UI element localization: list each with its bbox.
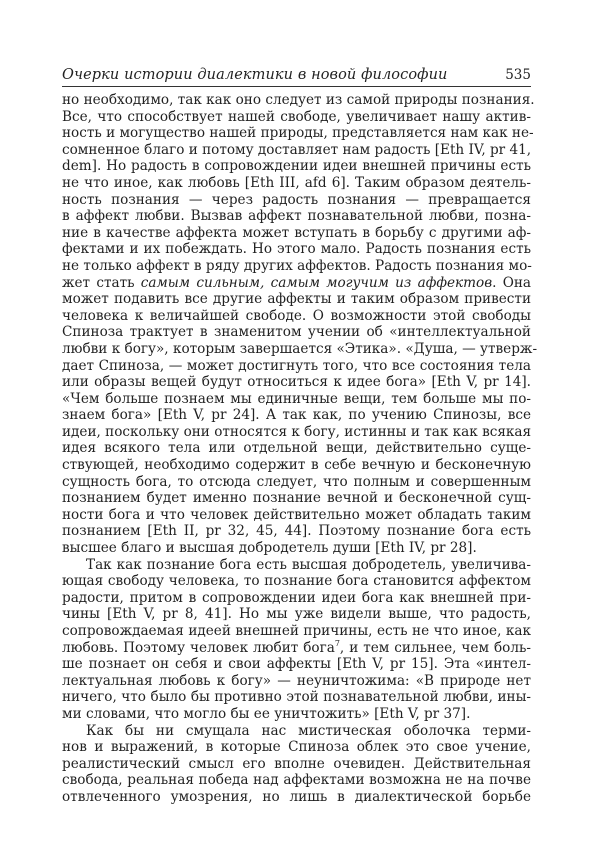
text-line: не что иное, как любовь [Eth III, afd 6]. Таким образом деятель- [62,174,531,191]
text-line: отвлеченного умозрения, но лишь в диалектической борьбе [62,788,531,805]
text-segment: любовь. Поэтому человек любит бога [62,639,335,656]
text-line: но необходимо, так как оно следует из самой природы познания. [62,92,535,108]
paragraph [62,723,531,806]
text-line: Как бы ни смущала нас мистическая оболочка терми- [86,722,531,739]
text-segment: , и тем сильнее, чем боль- [339,639,531,656]
text-line: сопровождаемая идеей внешней причины, есть не что иное, как [62,623,531,639]
text-line: сущность бога, то отсюда следует, что полным и совершенным [62,473,531,490]
text-line: познанием [Eth II, pr 32, 45, 44]. Поэтому познание бога есть [62,523,531,540]
text-line: реалистический смысл его вполне очевиден. Действительная [62,755,531,772]
text-line [62,275,531,292]
emphasis-text: самым сильным, самым могучим из аффектов [140,274,493,291]
text-line: ние в качестве аффекта может вступать в борьбу с другими аф- [62,224,531,241]
page-number: 535 [505,67,531,83]
text-line: дает Спиноза, — может достигнуть того, что все состояния тела [62,357,531,374]
text-line: Спиноза трактует в знаменитом учении об «интеллектуальной [62,324,531,341]
text-line: не только аффект в ряду других аффектов. Радость познания мо- [62,257,532,274]
text-line: ствующей, необходимо содержит в себе вечную и бесконечную [62,457,531,474]
footnote-marker: 7 [334,638,340,648]
text-line: человека к величайшей свободе. О возможности этой свободы [62,307,531,324]
page-body [62,92,538,806]
paragraph [62,92,538,557]
text-line: нов и выражений, в которые Спиноза облек это свое учение, [62,739,531,756]
text-line: познанием будет именно познание вечной и бесконечной сущ- [62,490,531,507]
running-title: Очерки истории диалектики в новой философии [62,67,448,83]
text-line [62,640,531,657]
text-line: Так как познание бога есть высшая добродетель, увеличива- [86,556,531,573]
text-segment: жет стать [62,274,141,291]
text-line: ющая свободу человека, то познание бога становится аффектом [62,573,531,590]
text-line: в аффект любви. Вызвав аффект познавательной любви, позна- [62,208,531,225]
text-line: ми словами, что могло бы ее уничтожить» [Eth V, pr 37]. [62,705,471,722]
text-segment: . Она [492,274,532,291]
running-header [62,64,531,87]
text-line: ности бога и что человек действительно может обладать таким [62,506,531,523]
text-line: ность познания — через радость познания — превращается [62,191,531,208]
text-line: знаем бога» [Eth V, pr 24]. А так как, по учению Спинозы, все [62,407,531,424]
text-line: фектами и их побеждать. Но этого мало. Радость познания есть [62,241,531,258]
text-line: свобода, реальная победа над аффектами возможна не на почве [62,772,531,789]
text-line: может подавить все другие аффекты и таким образом привести [62,291,531,308]
text-line: dem]. Но радость в сопровождении идеи внешней причины есть [62,158,531,175]
text-line: чины [Eth V, pr 8, 41]. Но мы уже видели выше, что радость, [62,606,531,623]
text-line: ше познает он себя и свои аффекты [Eth V, pr 15]. Эта «интел- [62,656,531,673]
text-line: высшее благо и высшая добродетель души [Eth IV, pr 28]. [62,540,477,557]
text-line: «Чем больше познаем мы единичные вещи, тем больше мы по- [62,390,531,407]
text-line: ность и могущество нашей природы, представляется нам как не- [62,125,534,142]
text-line: ничего, что было бы противно этой познавательной любви, ины- [62,689,531,706]
text-line: сомненное благо и потому доставляет нам радость [Eth IV, pr 41, [62,141,532,158]
text-line: или образы вещей будут относиться к идее бога» [Eth V, pr 14]. [62,374,531,391]
text-line: идея всякого тела или отдельной вещи, действительно суще- [62,440,531,457]
text-line: радости, притом в сопровождении идеи бога как внешней при- [62,589,531,606]
text-line: идеи, поскольку они относятся к богу, истинны и так как всякая [62,423,532,440]
text-line: лектуальная любовь к богу» — неуничтожима: «В природе нет [62,672,531,689]
paragraph [62,557,531,723]
text-line: любви к богу», которым завершается «Этика». «Душа, — утверж- [62,340,538,357]
text-line: Все, что способствует нашей свободе, увеличивает нашу актив- [62,108,531,125]
